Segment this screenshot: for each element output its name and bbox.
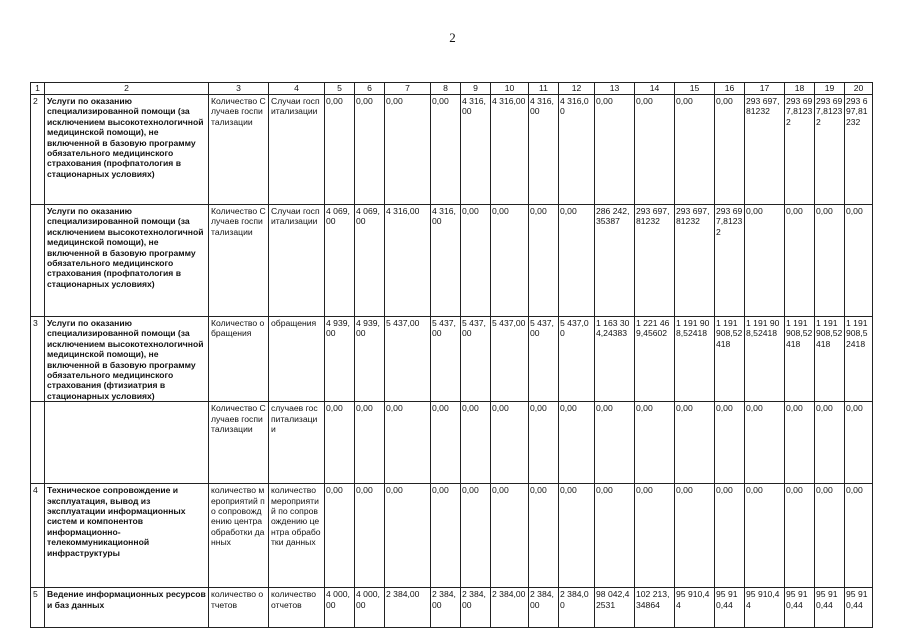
value-cell: 0,00 [559, 402, 595, 484]
value-cell: 293 697,81232 [635, 205, 675, 317]
value-cell: 4 069,00 [325, 205, 355, 317]
value-cell: 0,00 [355, 402, 385, 484]
value-cell: 4 316,00 [529, 95, 559, 205]
service-name-cell: Услуги по оказанию специализированной помощи (за исключением высокотехнологичной медицинской помощи), не включенной в базовую программу обязательного медицинского страхования (профпатология в стационарных условиях) [45, 205, 209, 317]
unit-cell: случаев госпитализации [269, 402, 325, 484]
value-cell: 1 221 469,45602 [635, 317, 675, 402]
value-cell: 0,00 [745, 205, 785, 317]
value-cell: 98 042,42531 [595, 588, 635, 628]
row-number-cell: 4 [31, 484, 45, 588]
table-row [31, 317, 873, 402]
value-cell: 0,00 [595, 402, 635, 484]
value-cell: 4 939,00 [355, 317, 385, 402]
value-cell: 0,00 [529, 205, 559, 317]
value-cell: 0,00 [431, 402, 461, 484]
indicator-cell: Количество обращения [209, 317, 269, 402]
value-cell: 4 069,00 [355, 205, 385, 317]
value-cell: 1 191 908,52418 [675, 317, 715, 402]
value-cell: 102 213,34864 [635, 588, 675, 628]
value-cell: 5 437,00 [385, 317, 431, 402]
value-cell: 4 000,00 [325, 588, 355, 628]
value-cell: 0,00 [675, 95, 715, 205]
value-cell: 4 316,00 [431, 205, 461, 317]
value-cell: 0,00 [431, 95, 461, 205]
value-cell: 4 316,00 [385, 205, 431, 317]
value-cell: 4 316,00 [491, 95, 529, 205]
service-name-cell: Услуги по оказанию специализированной помощи (за исключением высокотехнологичной медицинской помощи), не включенной в базовую программу обязательного медицинского страхования (профпатология в стационарных условиях) [45, 95, 209, 205]
value-cell: 95 910,44 [675, 588, 715, 628]
unit-cell: Случаи госпитализации [269, 205, 325, 317]
table-row [31, 402, 873, 484]
unit-cell: количество отчетов [269, 588, 325, 628]
value-cell: 0,00 [815, 484, 845, 588]
value-cell: 5 437,00 [529, 317, 559, 402]
column-number-row [31, 83, 873, 95]
value-cell: 0,00 [745, 484, 785, 588]
value-cell: 95 910,44 [815, 588, 845, 628]
service-name-cell: Техническое сопровождение и эксплуатация, вывод из эксплуатации информационных систем и компонентов информационно-телекоммуникационной инфраструктуры [45, 484, 209, 588]
value-cell: 0,00 [845, 402, 873, 484]
value-cell: 0,00 [785, 205, 815, 317]
value-cell: 0,00 [491, 402, 529, 484]
value-cell: 0,00 [559, 484, 595, 588]
value-cell: 4 939,00 [325, 317, 355, 402]
value-cell: 0,00 [595, 484, 635, 588]
column-number: 20 [845, 83, 873, 95]
unit-cell: Случаи госпитализации [269, 95, 325, 205]
value-cell: 0,00 [595, 95, 635, 205]
table-row [31, 588, 873, 628]
value-cell: 293 697,81232 [815, 95, 845, 205]
value-cell: 0,00 [431, 484, 461, 588]
value-cell: 0,00 [815, 205, 845, 317]
value-cell: 0,00 [675, 402, 715, 484]
value-cell: 0,00 [461, 402, 491, 484]
value-cell: 0,00 [715, 95, 745, 205]
value-cell: 2 384,00 [559, 588, 595, 628]
value-cell: 0,00 [635, 484, 675, 588]
value-cell: 95 910,44 [845, 588, 873, 628]
value-cell: 293 697,81232 [745, 95, 785, 205]
indicator-cell: Количество Случаев госпитализации [209, 95, 269, 205]
column-number: 17 [745, 83, 785, 95]
value-cell: 2 384,00 [431, 588, 461, 628]
value-cell: 0,00 [815, 402, 845, 484]
value-cell: 293 697,81232 [715, 205, 745, 317]
value-cell: 2 384,00 [385, 588, 431, 628]
value-cell: 0,00 [635, 95, 675, 205]
value-cell: 0,00 [325, 402, 355, 484]
value-cell: 0,00 [715, 484, 745, 588]
page-number: 2 [449, 30, 456, 45]
table-row [31, 484, 873, 588]
value-cell: 95 910,44 [745, 588, 785, 628]
column-number: 10 [491, 83, 529, 95]
column-number: 13 [595, 83, 635, 95]
column-number: 14 [635, 83, 675, 95]
row-number-cell: 3 [31, 317, 45, 402]
value-cell: 0,00 [461, 484, 491, 588]
row-number-cell: 2 [31, 95, 45, 205]
value-cell: 5 437,00 [431, 317, 461, 402]
column-number: 6 [355, 83, 385, 95]
indicator-cell: Количество Случаев госпитализации [209, 402, 269, 484]
service-name-cell: Ведение информационных ресурсов и баз данных [45, 588, 209, 628]
value-cell: 0,00 [355, 95, 385, 205]
column-number: 9 [461, 83, 491, 95]
value-cell: 95 910,44 [785, 588, 815, 628]
value-cell: 4 316,00 [461, 95, 491, 205]
value-cell: 0,00 [325, 95, 355, 205]
value-cell: 0,00 [491, 205, 529, 317]
unit-cell: количество мероприятий по сопровождению центра обработки данных [269, 484, 325, 588]
value-cell: 0,00 [325, 484, 355, 588]
column-number: 5 [325, 83, 355, 95]
value-cell: 1 191 908,52418 [715, 317, 745, 402]
value-cell: 5 437,00 [491, 317, 529, 402]
column-number: 3 [209, 83, 269, 95]
value-cell: 293 697,81232 [785, 95, 815, 205]
column-number: 12 [559, 83, 595, 95]
value-cell: 95 910,44 [715, 588, 745, 628]
column-number: 8 [431, 83, 461, 95]
table-row [31, 205, 873, 317]
value-cell: 2 384,00 [529, 588, 559, 628]
value-cell: 5 437,00 [559, 317, 595, 402]
value-cell: 0,00 [385, 402, 431, 484]
column-number: 15 [675, 83, 715, 95]
value-cell: 0,00 [675, 484, 715, 588]
value-cell: 0,00 [715, 402, 745, 484]
value-cell: 0,00 [785, 484, 815, 588]
value-cell: 0,00 [745, 402, 785, 484]
value-cell: 1 191 908,52418 [845, 317, 873, 402]
column-number: 7 [385, 83, 431, 95]
column-number: 19 [815, 83, 845, 95]
service-name-cell [45, 402, 209, 484]
value-cell: 0,00 [385, 95, 431, 205]
column-number: 2 [45, 83, 209, 95]
value-cell: 0,00 [491, 484, 529, 588]
column-number: 4 [269, 83, 325, 95]
value-cell: 0,00 [559, 205, 595, 317]
value-cell: 1 191 908,52418 [815, 317, 845, 402]
indicator-cell: Количество Случаев госпитализации [209, 205, 269, 317]
value-cell: 1 163 304,24383 [595, 317, 635, 402]
row-number-cell [31, 402, 45, 484]
column-number: 16 [715, 83, 745, 95]
value-cell: 0,00 [385, 484, 431, 588]
indicator-cell: количество отчетов [209, 588, 269, 628]
table-row [31, 95, 873, 205]
value-cell: 293 697,81232 [845, 95, 873, 205]
column-number: 18 [785, 83, 815, 95]
service-name-cell: Услуги по оказанию специализированной помощи (за исключением высокотехнологичной медицинской помощи), не включенной в базовую программу обязательного медицинского страхования (фтизиатрия в стационарных условиях) [45, 317, 209, 402]
value-cell: 4 316,00 [559, 95, 595, 205]
value-cell: 0,00 [845, 484, 873, 588]
value-cell: 2 384,00 [461, 588, 491, 628]
row-number-cell [31, 205, 45, 317]
unit-cell: обращения [269, 317, 325, 402]
budget-table [30, 82, 873, 628]
value-cell: 0,00 [785, 402, 815, 484]
column-number: 11 [529, 83, 559, 95]
value-cell: 286 242,35387 [595, 205, 635, 317]
value-cell: 4 000,00 [355, 588, 385, 628]
indicator-cell: количество мероприятий по сопровождению центра обработки данных [209, 484, 269, 588]
value-cell: 0,00 [529, 402, 559, 484]
column-number: 1 [31, 83, 45, 95]
value-cell: 2 384,00 [491, 588, 529, 628]
value-cell: 293 697,81232 [675, 205, 715, 317]
row-number-cell: 5 [31, 588, 45, 628]
value-cell: 0,00 [845, 205, 873, 317]
value-cell: 1 191 908,52418 [785, 317, 815, 402]
value-cell: 0,00 [355, 484, 385, 588]
value-cell: 0,00 [529, 484, 559, 588]
value-cell: 0,00 [635, 402, 675, 484]
value-cell: 5 437,00 [461, 317, 491, 402]
value-cell: 0,00 [461, 205, 491, 317]
value-cell: 1 191 908,52418 [745, 317, 785, 402]
